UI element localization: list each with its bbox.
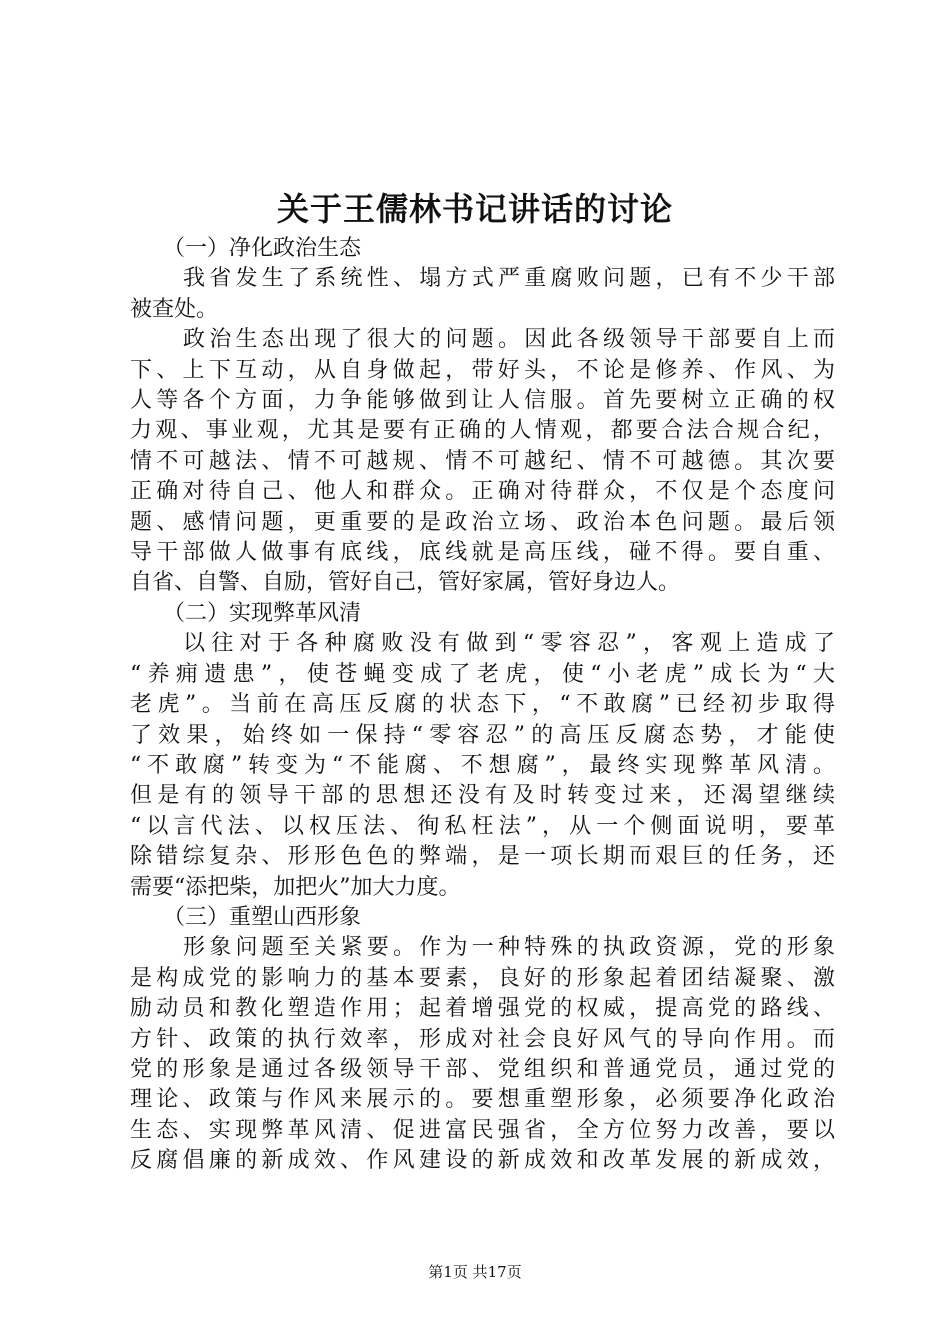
paragraph-line: 题、感情问题，更重要的是政治立场、政治本色问题。最后领 xyxy=(130,509,835,535)
paragraph-line: 被查处。 xyxy=(130,296,219,322)
page-footer: 第1页 共17页 xyxy=(428,1263,522,1281)
paragraph-line: 情不可越法、情不可越规、情不可越纪、情不可越德。其次要 xyxy=(130,448,835,474)
paragraph-line: 正确对待自己、他人和群众。正确对待群众，不仅是个态度问 xyxy=(130,479,835,505)
paragraph-line: 除错综复杂、形形色色的弊端，是一项长期而艰巨的任务，还 xyxy=(130,844,835,870)
paragraph-line: 反腐倡廉的新成效、作风建设的新成效和改革发展的新成效， xyxy=(130,1148,835,1174)
paragraph-line: 党的形象是通过各级领导干部、党组织和普通党员，通过党的 xyxy=(130,1056,835,1082)
paragraph-line: “不敢腐”转变为“不能腐、不想腐”，最终实现弊革风清。 xyxy=(130,752,835,778)
document-title: 关于王儒林书记讲话的讨论 xyxy=(276,190,673,228)
paragraph-line: 生态、实现弊革风清、促进富民强省，全方位努力改善，要以 xyxy=(130,1117,835,1143)
paragraph-line: 方针、政策的执行效率，形成对社会良好风气的导向作用。而 xyxy=(130,1026,835,1052)
paragraph-line: 是构成党的影响力的基本要素，良好的形象起着团结凝聚、激 xyxy=(130,965,835,991)
paragraph-line: 励动员和教化塑造作用；起着增强党的权威，提高党的路线、 xyxy=(130,996,835,1022)
paragraph-line: 人等各个方面，力争能够做到让人信服。首先要树立正确的权 xyxy=(130,388,835,414)
section-heading-1: （一）净化政治生态 xyxy=(163,236,362,261)
paragraph-line: “以言代法、以权压法、徇私枉法”，从一个侧面说明，要革 xyxy=(130,813,835,839)
paragraph-line: 但是有的领导干部的思想还没有及时转变过来，还渴望继续 xyxy=(130,783,835,809)
paragraph-line: 老虎”。当前在高压反腐的状态下，“不敢腐”已经初步取得 xyxy=(130,692,835,718)
paragraph-line: 自省、自警、自励，管好自己，管好家属，管好身边人。 xyxy=(130,570,681,596)
paragraph-line: 导干部做人做事有底线，底线就是高压线，碰不得。要自重、 xyxy=(130,540,835,566)
paragraph-line: 力观、事业观，尤其是要有正确的人情观，都要合法合规合纪， xyxy=(130,418,835,444)
paragraph-line: 我省发生了系统性、塌方式严重腐败问题，已有不少干部 xyxy=(183,266,835,292)
paragraph-line: 以往对于各种腐败没有做到“零容忍”，客观上造成了 xyxy=(183,631,835,657)
paragraph-line: 了效果，始终如一保持“零容忍”的高压反腐态势，才能使 xyxy=(130,722,835,748)
paragraph-line: 下、上下互动，从自身做起，带好头，不论是修养、作风、为 xyxy=(130,357,835,383)
document-body xyxy=(130,234,835,1177)
paragraph-line: 需要“添把柴，加把火”加大力度。 xyxy=(130,874,461,900)
section-heading-2: （二）实现弊革风清 xyxy=(163,600,362,626)
paragraph-line: 政治生态出现了很大的问题。因此各级领导干部要自上而 xyxy=(183,327,835,353)
paragraph-line: 理论、政策与作风来展示的。要想重塑形象，必须要净化政治 xyxy=(130,1087,835,1113)
paragraph-line: 形象问题至关紧要。作为一种特殊的执政资源，党的形象 xyxy=(183,935,835,961)
section-heading-3: （三）重塑山西形象 xyxy=(163,904,362,930)
paragraph-line: “养痈遗患”，使苍蝇变成了老虎，使“小老虎”成长为“大 xyxy=(130,661,835,687)
